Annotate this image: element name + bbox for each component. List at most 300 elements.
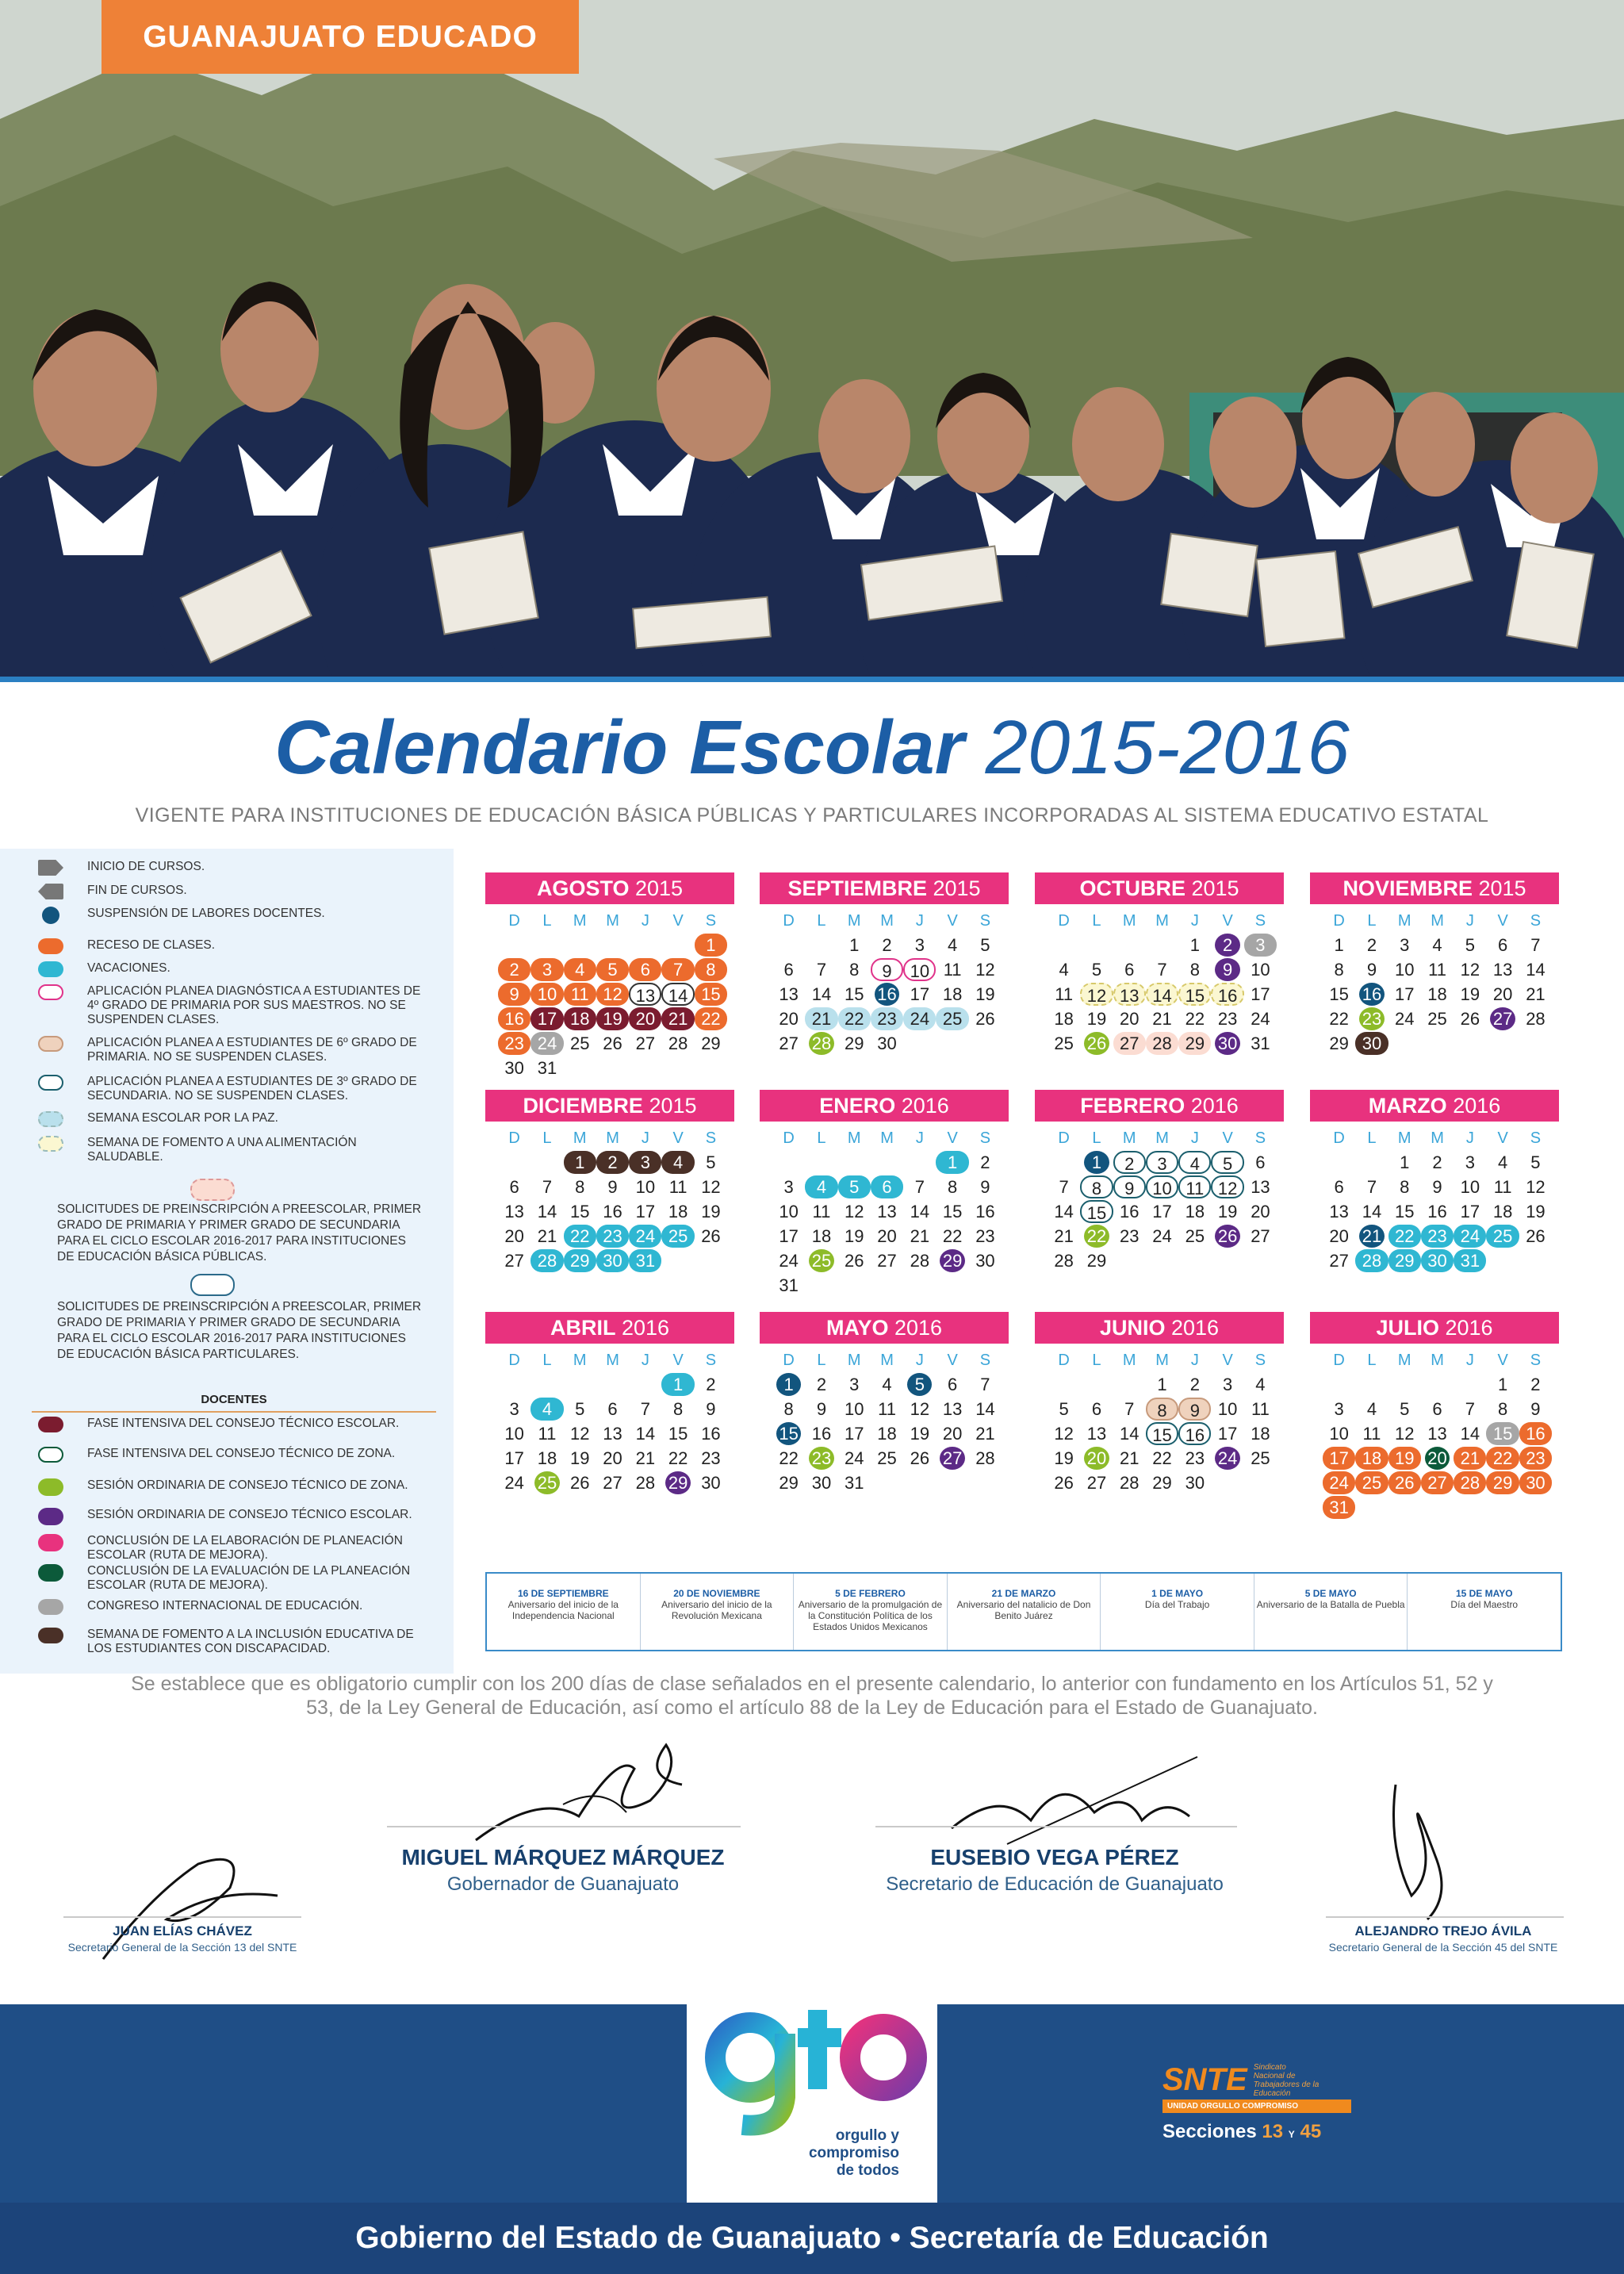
calendar-day: 3 bbox=[629, 1151, 661, 1174]
month-header bbox=[1035, 1312, 1284, 1344]
calendar-day: 7 bbox=[1124, 1399, 1135, 1419]
calendar-day: 2 bbox=[1189, 1375, 1200, 1394]
calendar-day: 28 bbox=[1120, 1473, 1139, 1493]
weekday-header: V bbox=[1222, 1352, 1233, 1369]
empty-day bbox=[1113, 1372, 1146, 1397]
calendar-day: 25 bbox=[1486, 1225, 1519, 1248]
calendar-day: 24 bbox=[530, 1032, 563, 1055]
calendar-day: 18 bbox=[668, 1202, 688, 1221]
calendar-day: 13 bbox=[1086, 1424, 1107, 1444]
weekday-header: V bbox=[1222, 1129, 1233, 1147]
calendar-day: 25 bbox=[534, 1471, 559, 1494]
calendar-day: 18 bbox=[1427, 984, 1447, 1004]
calendar-day: 28 bbox=[809, 1032, 833, 1055]
month-enero bbox=[760, 1090, 1009, 1295]
calendar-day: 13 bbox=[779, 984, 799, 1004]
calendar-day: 28 bbox=[1526, 1009, 1545, 1029]
calendar-day: 2 bbox=[596, 1151, 629, 1174]
commemoration-text: Día del Trabajo bbox=[1144, 1599, 1210, 1610]
calendar-day: 10 bbox=[903, 958, 936, 981]
empty-day bbox=[1355, 1150, 1388, 1175]
calendar-day: 30 bbox=[877, 1033, 897, 1053]
calendar-day: 30 bbox=[1355, 1032, 1388, 1055]
month-year: 2016 bbox=[894, 1316, 943, 1340]
snte45-signature-line bbox=[1326, 1916, 1564, 1918]
month-day-grid bbox=[498, 909, 734, 1080]
weekday-header: V bbox=[947, 1129, 958, 1147]
weekday-header: S bbox=[979, 1129, 991, 1147]
snte13-signature-line bbox=[63, 1916, 301, 1918]
weekday-header: V bbox=[672, 1352, 684, 1369]
calendar-day: 10 bbox=[779, 1202, 799, 1221]
legend-swatch bbox=[38, 860, 63, 876]
legend-item bbox=[38, 1036, 435, 1064]
secciones-sep: Y bbox=[1288, 2129, 1295, 2140]
empty-day bbox=[661, 933, 694, 957]
calendar-day: 22 bbox=[668, 1448, 688, 1468]
calendar-day: 30 bbox=[596, 1249, 629, 1272]
calendar-day: 7 bbox=[1059, 1177, 1069, 1197]
legend-label: CONCLUSIÓN DE LA ELABORACIÓN DE PLANEACIÓN ESCOLAR (RUTA DE MEJORA). bbox=[87, 1534, 403, 1562]
calendar-day: 28 bbox=[1355, 1249, 1388, 1272]
calendar-day: 1 bbox=[1498, 1375, 1508, 1394]
calendar-day: 13 bbox=[603, 1424, 622, 1444]
calendar-day: 20 bbox=[629, 1007, 661, 1030]
calendar-day: 19 bbox=[701, 1202, 721, 1221]
legend-item bbox=[38, 860, 435, 876]
calendar-day: 11 bbox=[1251, 1399, 1270, 1419]
month-agosto bbox=[485, 872, 734, 1078]
calendar-day: 8 bbox=[1080, 1175, 1113, 1198]
calendar-day: 24 bbox=[779, 1251, 799, 1271]
calendar-day: 28 bbox=[668, 1033, 688, 1053]
calendar-day: 19 bbox=[596, 1007, 629, 1030]
calendar-day: 9 bbox=[1366, 960, 1377, 980]
calendar-day: 22 bbox=[1486, 1447, 1519, 1470]
empty-day bbox=[838, 1150, 871, 1175]
weekday-header: M bbox=[1155, 1129, 1169, 1147]
weekday-header: S bbox=[1254, 1129, 1266, 1147]
calendar-day: 17 bbox=[530, 1007, 563, 1030]
calendar-day: 26 bbox=[910, 1448, 930, 1468]
weekday-header: V bbox=[672, 912, 684, 930]
calendar-day: 3 bbox=[1146, 1151, 1178, 1174]
weekday-header: D bbox=[1058, 912, 1070, 930]
calendar-day: 8 bbox=[695, 958, 727, 981]
calendar-day: 30 bbox=[701, 1473, 721, 1493]
legend-item bbox=[38, 1075, 435, 1103]
seccion-45: 45 bbox=[1300, 2121, 1322, 2142]
calendar-day: 14 bbox=[537, 1202, 557, 1221]
commemoration-text: Aniversario de la Batalla de Puebla bbox=[1256, 1599, 1405, 1610]
calendar-day: 17 bbox=[1152, 1202, 1172, 1221]
snte-full-2: Nacional de bbox=[1253, 2071, 1296, 2080]
calendar-day: 30 bbox=[1215, 1032, 1239, 1055]
calendar-day: 6 bbox=[1091, 1399, 1102, 1419]
empty-day bbox=[1080, 1372, 1113, 1397]
weekday-header: M bbox=[1397, 912, 1411, 930]
calendar-day: 3 bbox=[1223, 1375, 1233, 1394]
calendar-day: 12 bbox=[1395, 1424, 1415, 1444]
empty-day bbox=[1355, 1372, 1388, 1397]
gto-logo-box bbox=[687, 1962, 937, 2213]
calendar-day: 31 bbox=[537, 1058, 557, 1078]
weekday-header: V bbox=[1497, 1352, 1508, 1369]
calendar-day: 15 bbox=[1178, 983, 1211, 1006]
calendar-day: 20 bbox=[603, 1448, 622, 1468]
calendar-day: 19 bbox=[570, 1448, 590, 1468]
calendar-day: 27 bbox=[877, 1251, 897, 1271]
empty-day bbox=[1323, 1372, 1355, 1397]
legend-swatch bbox=[38, 961, 63, 977]
calendar-day: 25 bbox=[1185, 1226, 1205, 1246]
month-year: 2015 bbox=[649, 1094, 697, 1118]
calendar-day: 27 bbox=[1490, 1007, 1515, 1030]
calendar-day: 14 bbox=[635, 1424, 656, 1444]
calendar-day: 6 bbox=[1498, 935, 1508, 955]
empty-day bbox=[1048, 1372, 1080, 1397]
calendar-day: 26 bbox=[603, 1033, 622, 1053]
calendar-day: 1 bbox=[1400, 1152, 1410, 1172]
weekday-header: J bbox=[641, 912, 649, 930]
calendar-day: 16 bbox=[1178, 1422, 1211, 1445]
month-header bbox=[1310, 1090, 1559, 1122]
calendar-day: 21 bbox=[1526, 984, 1545, 1004]
docentes-legend-item bbox=[38, 1534, 435, 1563]
legend-label: APLICACIÓN PLANEA DIAGNÓSTICA A ESTUDIANTES DE 4º GRADO DE PRIMARIA POR SUS MAESTROS. NO SE SUSPENDEN CLASES. bbox=[87, 984, 421, 1026]
calendar-day: 15 bbox=[1329, 984, 1349, 1004]
month-name: SEPTIEMBRE bbox=[787, 876, 927, 900]
calendar-day: 25 bbox=[809, 1249, 833, 1272]
calendar-day: 4 bbox=[948, 935, 958, 955]
weekday-header: S bbox=[705, 912, 717, 930]
calendar-day: 4 bbox=[661, 1151, 694, 1174]
weekday-header: M bbox=[847, 1352, 861, 1369]
calendar-day: 10 bbox=[504, 1424, 524, 1444]
calendar-day: 7 bbox=[640, 1399, 650, 1419]
weekday-header: M bbox=[606, 912, 619, 930]
legend-label: SESIÓN ORDINARIA DE CONSEJO TÉCNICO ESCOLAR. bbox=[87, 1508, 412, 1521]
snte45-name: ALEJANDRO TREJO ÁVILA bbox=[1354, 1923, 1532, 1938]
month-name: ABRIL bbox=[550, 1316, 616, 1340]
commemoration-text: Día del Maestro bbox=[1450, 1599, 1519, 1610]
calendar-day: 10 bbox=[845, 1399, 864, 1419]
calendar-day: 6 bbox=[948, 1375, 958, 1394]
calendar-day: 26 bbox=[1084, 1032, 1109, 1055]
calendar-day: 29 bbox=[564, 1249, 596, 1272]
calendar-day: 14 bbox=[1146, 983, 1178, 1006]
legend-swatch bbox=[38, 1534, 63, 1551]
empty-day bbox=[1113, 933, 1146, 957]
calendar-day: 13 bbox=[1251, 1177, 1270, 1197]
weekday-header: M bbox=[1431, 1129, 1444, 1147]
calendar-day: 14 bbox=[1054, 1202, 1074, 1221]
calendar-day: 27 bbox=[1329, 1251, 1349, 1271]
calendar-day: 5 bbox=[706, 1152, 716, 1172]
calendar-day: 30 bbox=[1421, 1249, 1454, 1272]
calendar-day: 17 bbox=[1460, 1202, 1480, 1221]
calendar-day: 1 bbox=[849, 935, 860, 955]
calendar-day: 7 bbox=[1465, 1399, 1475, 1419]
calendar-day: 21 bbox=[1120, 1448, 1139, 1468]
weekday-header: V bbox=[947, 1352, 958, 1369]
calendar-day: 29 bbox=[845, 1033, 864, 1053]
legend-label: SEMANA DE FOMENTO A LA INCLUSIÓN EDUCATIVA DE LOS ESTUDIANTES CON DISCAPACIDAD. bbox=[87, 1628, 414, 1655]
calendar-day: 8 bbox=[1400, 1177, 1410, 1197]
calendar-day: 14 bbox=[811, 984, 832, 1004]
calendar-day: 9 bbox=[871, 958, 903, 981]
month-name: ENERO bbox=[819, 1094, 896, 1118]
calendar-day: 25 bbox=[1054, 1033, 1074, 1053]
legend-item bbox=[38, 1111, 435, 1127]
calendar-day: 20 bbox=[779, 1009, 799, 1029]
snte-motto: UNIDAD ORGULLO COMPROMISO bbox=[1162, 2100, 1351, 2113]
legend-swatch bbox=[38, 1075, 63, 1091]
calendar-day: 17 bbox=[1395, 984, 1415, 1004]
calendar-day: 23 bbox=[1120, 1226, 1139, 1246]
weekday-header: S bbox=[979, 1352, 991, 1369]
calendar-day: 31 bbox=[1323, 1496, 1355, 1519]
calendar-day: 22 bbox=[779, 1448, 799, 1468]
month-year: 2015 bbox=[933, 876, 981, 900]
calendar-day: 1 bbox=[776, 1373, 801, 1396]
month-day-grid bbox=[772, 1126, 1009, 1298]
month-marzo bbox=[1310, 1090, 1559, 1288]
calendar-day: 7 bbox=[542, 1177, 553, 1197]
calendar-day: 24 bbox=[1152, 1226, 1172, 1246]
calendar-day: 23 bbox=[809, 1447, 833, 1470]
month-name: DICIEMBRE bbox=[523, 1094, 643, 1118]
calendar-day: 4 bbox=[1366, 1399, 1377, 1419]
commemoration-item bbox=[948, 1574, 1101, 1650]
calendar-day: 15 bbox=[942, 1202, 963, 1221]
weekday-header: L bbox=[542, 912, 552, 930]
title-year: 2015-2016 bbox=[985, 705, 1350, 790]
title-main: Calendario Escolar bbox=[274, 705, 964, 790]
calendar-day: 1 bbox=[695, 934, 727, 957]
calendar-day: 9 bbox=[1113, 1175, 1146, 1198]
legend-item bbox=[38, 884, 435, 899]
weekday-header: M bbox=[847, 912, 861, 930]
weekday-header: V bbox=[1497, 912, 1508, 930]
calendar-day: 7 bbox=[1530, 935, 1541, 955]
docentes-legend-item bbox=[38, 1564, 435, 1593]
empty-day bbox=[1454, 1372, 1486, 1397]
calendar-day: 17 bbox=[845, 1424, 864, 1444]
calendar-day: 25 bbox=[661, 1225, 694, 1248]
docentes-legend-item bbox=[38, 1447, 435, 1463]
commemoration-item bbox=[487, 1574, 641, 1650]
calendar-day: 29 bbox=[1388, 1249, 1421, 1272]
calendar-day: 30 bbox=[811, 1473, 832, 1493]
calendar-day: 11 bbox=[1362, 1424, 1381, 1444]
calendar-day: 9 bbox=[498, 983, 530, 1006]
calendar-day: 18 bbox=[1054, 1009, 1074, 1029]
weekday-header: M bbox=[573, 912, 587, 930]
photo-divider bbox=[0, 677, 1624, 682]
weekday-header: L bbox=[1092, 1129, 1101, 1147]
weekday-header: M bbox=[606, 1352, 619, 1369]
calendar-day: 6 bbox=[1334, 1177, 1344, 1197]
calendar-day: 21 bbox=[805, 1007, 837, 1030]
calendar-day: 4 bbox=[1255, 1375, 1266, 1394]
calendar-day: 17 bbox=[910, 984, 930, 1004]
calendar-day: 21 bbox=[1359, 1225, 1384, 1248]
docentes-legend-item bbox=[38, 1478, 435, 1496]
commemoration-date: 15 DE MAYO bbox=[1455, 1588, 1513, 1599]
page-subtitle: VIGENTE PARA INSTITUCIONES DE EDUCACIÓN BÁSICA PÚBLICAS Y PARTICULARES INCORPORADAS AL SISTEMA EDUCATIVO ESTATAL bbox=[135, 804, 1489, 826]
month-header bbox=[485, 1312, 734, 1344]
calendar-day: 12 bbox=[845, 1202, 864, 1221]
weekday-header: J bbox=[641, 1352, 649, 1369]
month-name: NOVIEMBRE bbox=[1342, 876, 1473, 900]
commemoration-text: Aniversario de la promulgación de la Constitución Política de los Estados Unidos Mexicanos bbox=[798, 1599, 943, 1632]
calendar-day: 23 bbox=[1185, 1448, 1205, 1468]
calendar-day: 22 bbox=[1185, 1009, 1205, 1029]
calendar-day: 25 bbox=[877, 1448, 897, 1468]
commemoration-date: 5 DE MAYO bbox=[1304, 1588, 1357, 1599]
calendar-day: 9 bbox=[706, 1399, 716, 1419]
calendar-day: 11 bbox=[1493, 1177, 1512, 1197]
calendar-day: 15 bbox=[1486, 1422, 1519, 1445]
docentes-legend-item bbox=[38, 1599, 435, 1615]
docentes-legend-item bbox=[38, 1508, 435, 1525]
weekday-header: M bbox=[1431, 912, 1444, 930]
calendar-day: 24 bbox=[1454, 1225, 1486, 1248]
secretary-signature-line bbox=[875, 1826, 1237, 1827]
calendar-day: 9 bbox=[1215, 958, 1239, 981]
calendar-day: 24 bbox=[504, 1473, 524, 1493]
governor-name: MIGUEL MÁRQUEZ MÁRQUEZ bbox=[401, 1845, 725, 1869]
calendar-day: 21 bbox=[635, 1448, 656, 1468]
calendar-day: 22 bbox=[1329, 1009, 1349, 1029]
secretary-role: Secretario de Educación de Guanajuato bbox=[886, 1873, 1224, 1895]
calendar-day: 25 bbox=[1251, 1448, 1270, 1468]
month-mayo bbox=[760, 1312, 1009, 1510]
governor-role: Gobernador de Guanajuato bbox=[446, 1873, 680, 1895]
month-diciembre bbox=[485, 1090, 734, 1288]
calendar-day: 15 bbox=[668, 1424, 688, 1444]
month-day-grid bbox=[772, 1348, 1009, 1495]
calendar-day: 10 bbox=[1251, 960, 1270, 980]
weekday-header: M bbox=[847, 1129, 861, 1147]
calendar-day: 9 bbox=[1432, 1177, 1442, 1197]
calendar-day: 5 bbox=[907, 1373, 932, 1396]
calendar-day: 11 bbox=[878, 1399, 896, 1419]
month-day-grid bbox=[498, 1348, 734, 1495]
calendar-day: 12 bbox=[1080, 983, 1113, 1006]
calendar-day: 5 bbox=[575, 1399, 585, 1419]
legend-label: FIN DE CURSOS. bbox=[87, 884, 187, 897]
calendar-day: 2 bbox=[882, 935, 892, 955]
legend-swatch bbox=[38, 1599, 63, 1615]
calendar-day: 31 bbox=[779, 1275, 799, 1295]
weekday-header: L bbox=[1367, 1129, 1377, 1147]
month-septiembre bbox=[760, 872, 1009, 1071]
calendar-day: 13 bbox=[1329, 1202, 1349, 1221]
month-day-grid bbox=[772, 909, 1009, 1056]
weekday-header: S bbox=[1530, 1352, 1542, 1369]
calendar-day: 25 bbox=[570, 1033, 590, 1053]
calendar-day: 8 bbox=[673, 1399, 684, 1419]
calendar-day: 29 bbox=[1486, 1471, 1519, 1494]
snte-full-3: Trabajadores de la bbox=[1253, 2080, 1320, 2089]
docentes-legend-item bbox=[38, 1417, 435, 1432]
calendar-day: 6 bbox=[509, 1177, 519, 1197]
calendar-day: 14 bbox=[661, 983, 694, 1006]
weekday-header: J bbox=[1465, 1352, 1474, 1369]
calendar-day: 8 bbox=[1189, 960, 1200, 980]
calendar-day: 12 bbox=[596, 983, 629, 1006]
commemoration-date: 5 DE FEBRERO bbox=[835, 1588, 906, 1599]
empty-day bbox=[530, 1372, 563, 1397]
snte-full-4: Educación bbox=[1253, 2088, 1291, 2098]
calendar-day: 4 bbox=[564, 958, 596, 981]
empty-day bbox=[498, 933, 530, 957]
calendar-day: 6 bbox=[1432, 1399, 1442, 1419]
month-name: MARZO bbox=[1368, 1094, 1447, 1118]
weekday-header: V bbox=[672, 1129, 684, 1147]
calendar-day: 3 bbox=[1244, 934, 1277, 957]
weekday-header: S bbox=[705, 1352, 717, 1369]
weekday-header: J bbox=[1190, 1129, 1199, 1147]
gto-tagline-2: compromiso bbox=[808, 2145, 899, 2161]
empty-day bbox=[903, 1150, 936, 1175]
weekday-header: M bbox=[880, 1129, 894, 1147]
calendar-day: 28 bbox=[1054, 1251, 1074, 1271]
month-year: 2016 bbox=[621, 1316, 670, 1340]
calendar-day: 9 bbox=[1530, 1399, 1541, 1419]
month-octubre bbox=[1035, 872, 1284, 1071]
weekday-header: J bbox=[915, 912, 924, 930]
calendar-day: 3 bbox=[914, 935, 925, 955]
calendar-day: 19 bbox=[1054, 1448, 1074, 1468]
preinscripcion-particulares-text: SOLICITUDES DE PREINSCRIPCIÓN A PREESCOLAR, PRIMER GRADO DE PRIMARIA Y PRIMER GRADO DE SECUNDARIA PARA EL CICLO ESCOLAR 2016-2017 PARA INSTITUCIONES DE EDUCACIÓN BÁSICA PARTICULARES. bbox=[57, 1300, 422, 1361]
snte45-signature bbox=[1364, 1777, 1475, 1927]
calendar-day: 25 bbox=[1355, 1471, 1388, 1494]
calendar-day: 1 bbox=[936, 1151, 968, 1174]
calendar-day: 26 bbox=[975, 1009, 995, 1029]
month-year: 2016 bbox=[1170, 1316, 1220, 1340]
calendar-day: 26 bbox=[570, 1473, 590, 1493]
calendar-day: 8 bbox=[948, 1177, 958, 1197]
empty-day bbox=[564, 1372, 596, 1397]
month-day-grid bbox=[1048, 1348, 1284, 1495]
month-name: MAYO bbox=[825, 1316, 889, 1340]
calendar-day: 8 bbox=[1498, 1399, 1508, 1419]
month-year: 2016 bbox=[1445, 1316, 1493, 1340]
calendar-day: 8 bbox=[1146, 1398, 1178, 1421]
calendar-day: 30 bbox=[1519, 1471, 1552, 1494]
calendar-day: 19 bbox=[975, 984, 995, 1004]
weekday-header: L bbox=[542, 1129, 552, 1147]
calendar-day: 17 bbox=[1251, 984, 1270, 1004]
calendar-day: 2 bbox=[1530, 1375, 1541, 1394]
calendar-day: 11 bbox=[1055, 984, 1074, 1004]
calendar-day: 15 bbox=[570, 1202, 590, 1221]
calendar-day: 18 bbox=[537, 1448, 557, 1468]
weekday-header: J bbox=[915, 1352, 924, 1369]
weekday-header: L bbox=[1092, 912, 1101, 930]
calendar-day: 31 bbox=[1251, 1033, 1270, 1053]
month-julio bbox=[1310, 1312, 1559, 1517]
governor-signature bbox=[444, 1737, 745, 1856]
calendar-day: 29 bbox=[701, 1033, 721, 1053]
calendar-day: 15 bbox=[1395, 1202, 1415, 1221]
calendar-day: 18 bbox=[1355, 1447, 1388, 1470]
month-day-grid bbox=[1048, 909, 1284, 1056]
legend-label: RECESO DE CLASES. bbox=[87, 938, 216, 952]
